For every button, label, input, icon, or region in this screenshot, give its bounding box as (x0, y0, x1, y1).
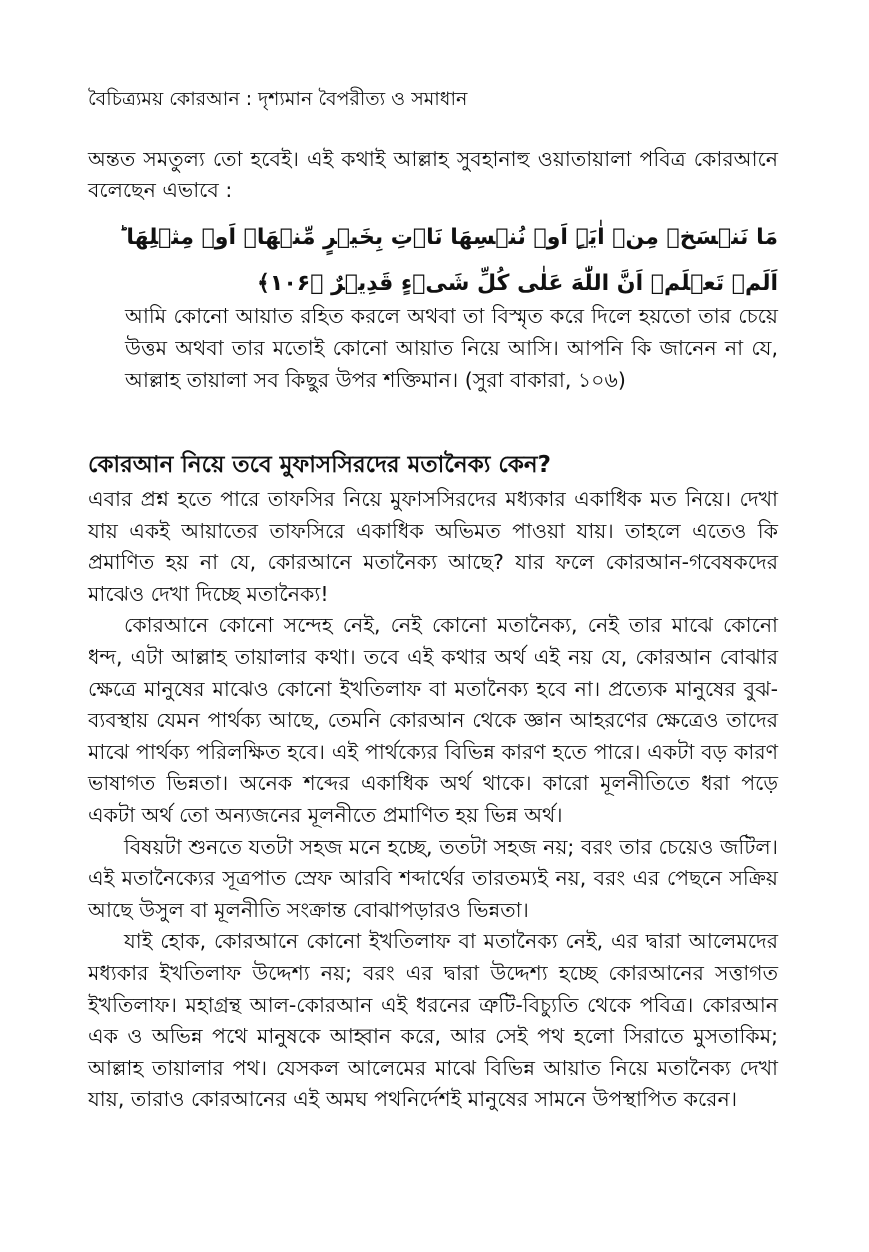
body-paragraph: বিষয়টা শুনতে যতটা সহজ মনে হচ্ছে, ততটা সহজ নয়; বরং তার চেয়েও জটিল। এই মতানৈক্যের সূত্রপাত স্রেফ আরবি শব্দার্থের তারতম্যই নয়, বরং এর পেছনে সক্রিয় আছে উসুল বা মূলনীতি সংক্রান্ত বোঝাপড়ারও ভিন্নতা। (88, 834, 778, 922)
verse-translation: আমি কোনো আয়াত রহিত করলে অথবা তা বিস্মৃত করে দিলে হয়তো তার চেয়ে উত্তম অথবা তার মতোই কোনো আয়াত নিয়ে আসি। আপনি কি জানেন না যে, আল্লাহ তায়ালা সব কিছুর উপর শক্তিমান। (সুরা বাকারা, ১০৬) (125, 304, 778, 392)
intro-paragraph: অন্তত সমতুল্য তো হবেই। এই কথাই আল্লাহ সুবহানাহু ওয়াতায়ালা পবিত্র কোরআনে বলেছেন এভাবে : (88, 147, 778, 202)
section-heading: কোরআন নিয়ে তবে মুফাসসিরদের মতানৈক্য কেন? (88, 452, 551, 478)
running-header: বৈচিত্র্যময় কোরআন : দৃশ্যমান বৈপরীত্য ও সমাধান (88, 88, 468, 110)
arabic-verse: مَا نَنۡسَخۡ مِنۡ اٰیَۃٍ اَوۡ نُنۡسِهَا نَاۡتِ بِخَیۡرٍ مِّنۡهَاۤ اَوۡ مِثۡلِهَا ؕ اَلَمۡ تَعۡلَمۡ اَنَّ اللّٰهَ عَلٰی كُلِّ شَیۡءٍ قَدِیۡرٌ ﴿۱۰۶﴾ (118, 225, 778, 296)
section-body (88, 484, 778, 1116)
body-paragraph: কোরআনে কোনো সন্দেহ নেই, নেই কোনো মতানৈক্য, নেই তার মাঝে কোনো ধন্দ, এটা আল্লাহ তায়ালার কথা। তবে এই কথার অর্থ এই নয় যে, কোরআন বোঝার ক্ষেত্রে মানুষের মাঝেও কোনো ইখতিলাফ বা মতানৈক্য হবে না। প্রত্যেক মানুষের বুঝ-ব্যবস্থায় যেমন পার্থক্য আছে, তেমনি কোরআন থেকে জ্ঞান আহরণের ক্ষেত্রেও তাদের মাঝে পার্থক্য পরিলক্ষিত হবে। এই পার্থক্যের বিভিন্ন কারণ হতে পারে। একটা বড় কারণ ভাষাগত ভিন্নতা। অনেক শব্দের একাধিক অর্থ থাকে। কারো মূলনীতিতে ধরা পড়ে একটা অর্থ তো অন্যজনের মূলনীতে প্রমাণিত হয় ভিন্ন অর্থ। (88, 613, 778, 827)
body-paragraph: এবার প্রশ্ন হতে পারে তাফসির নিয়ে মুফাসসিরদের মধ্যকার একাধিক মত নিয়ে। দেখা যায় একই আয়াতের তাফসিরে একাধিক অভিমত পাওয়া যায়। তাহলে এতেও কি প্রমাণিত হয় না যে, কোরআনে মতানৈক্য আছে? যার ফলে কোরআন-গবেষকদের মাঝেও দেখা দিচ্ছে মতানৈক্য! (88, 487, 778, 606)
body-paragraph: যাই হোক, কোরআনে কোনো ইখতিলাফ বা মতানৈক্য নেই, এর দ্বারা আলেমদের মধ্যকার ইখতিলাফ উদ্দেশ্য নয়; বরং এর দ্বারা উদ্দেশ্য হচ্ছে কোরআনের সত্তাগত ইখতিলাফ। মহাগ্রন্থ আল-কোরআন এই ধরনের ত্রুটি-বিচ্যুতি থেকে পবিত্র। কোরআন এক ও অভিন্ন পথে মানুষকে আহ্বান করে, আর সেই পথ হলো সিরাতে মুসতাকিম; আল্লাহ তায়ালার পথ। যেসকল আলেমের মাঝে বিভিন্ন আয়াত নিয়ে মতানৈক্য দেখা যায়, তারাও কোরআনের এই অমঘ পথনির্দেশই মানুষের সামনে উপস্থাপিত করেন। (88, 929, 778, 1112)
